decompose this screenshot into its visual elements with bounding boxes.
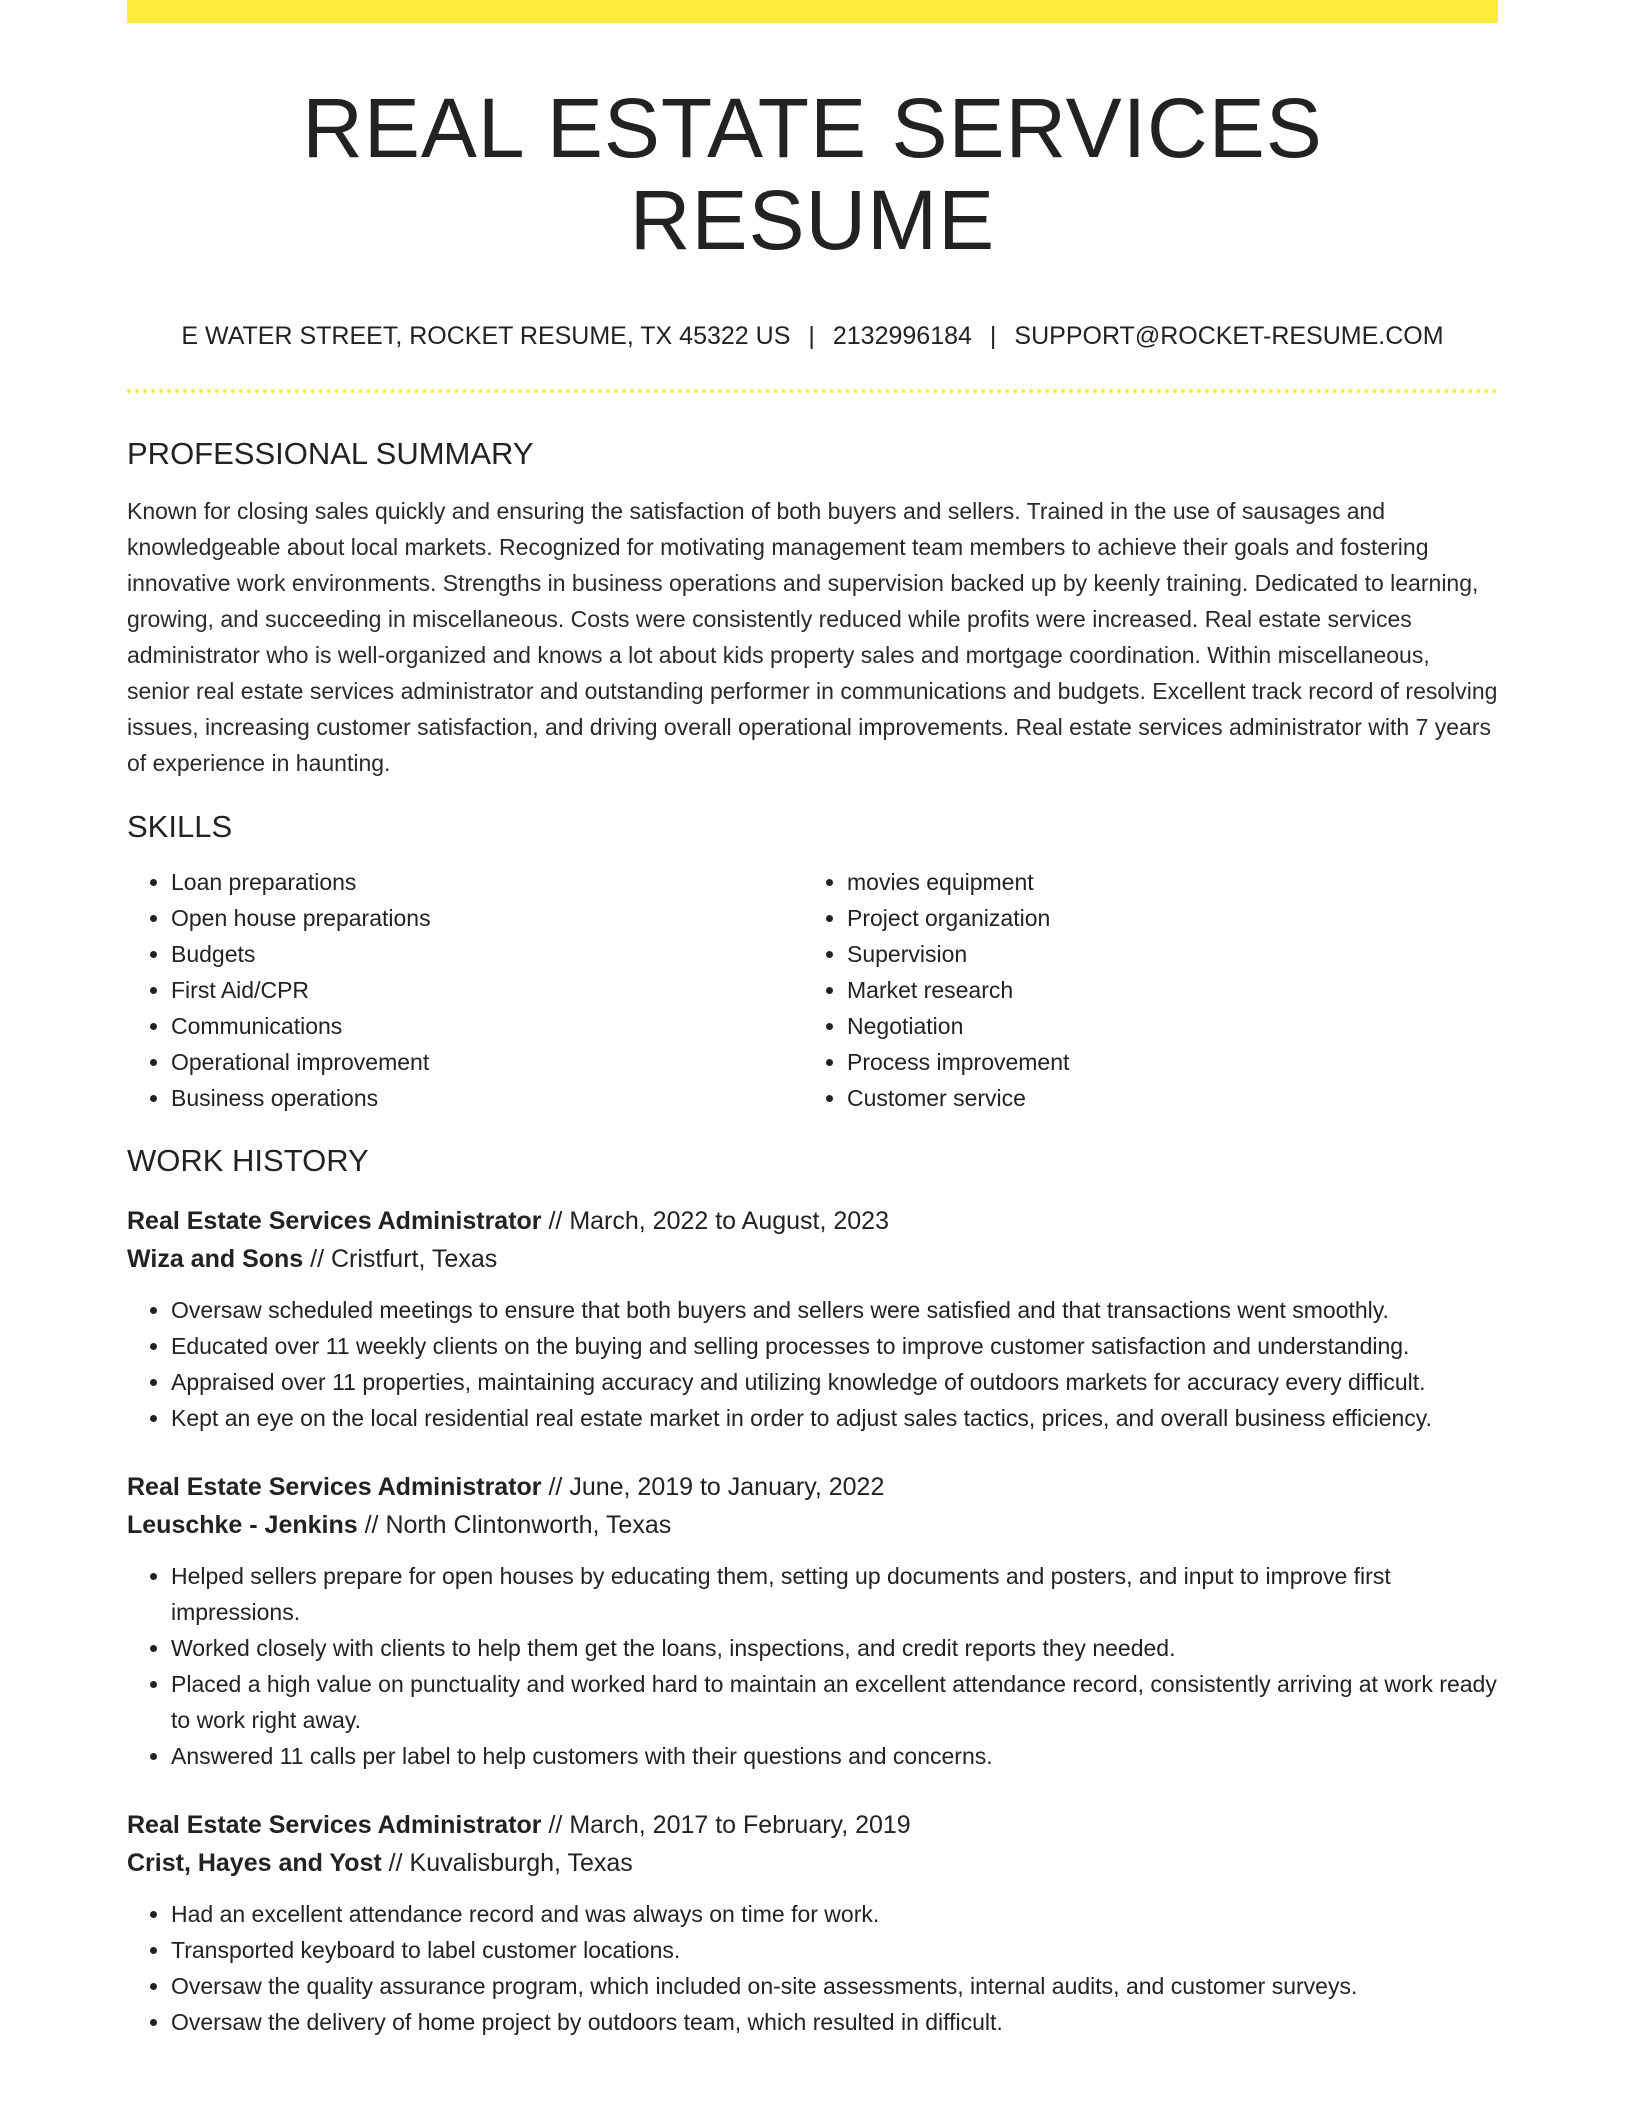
resume-title: REAL ESTATE SERVICES RESUME <box>302 81 1323 268</box>
job-company-line <box>127 1506 1498 1544</box>
job-position: Real Estate Services Administrator <box>127 1811 542 1840</box>
accent-top-bar <box>127 0 1498 23</box>
job-entry <box>127 1806 1498 2040</box>
contact-line <box>127 321 1498 351</box>
job-position: Real Estate Services Administrator <box>127 1473 542 1502</box>
skill-item: • Project organization <box>847 900 1479 936</box>
job-location: // Kuvalisburgh, Texas <box>381 1849 633 1878</box>
dotted-divider <box>127 389 1498 393</box>
job-company: Leuschke - Jenkins <box>127 1511 358 1540</box>
resume-page <box>127 0 1498 2040</box>
job-location: // North Clintonworth, Texas <box>357 1511 672 1540</box>
skill-item: • Operational improvement <box>171 1044 803 1080</box>
contact-email: SUPPORT@ROCKET-RESUME.COM <box>1014 321 1444 350</box>
skill-item: • Process improvement <box>847 1044 1479 1080</box>
work-history-heading: WORK HISTORY <box>127 1143 369 1179</box>
job-company: Crist, Hayes and Yost <box>127 1849 382 1878</box>
job-bullets <box>127 1896 1498 2040</box>
job-position: Real Estate Services Administrator <box>127 1207 542 1236</box>
job-bullet: • Kept an eye on the local residential real estate market in order to adjust sales tactics, prices, and overall business efficiency. <box>171 1400 1498 1436</box>
job-company-line <box>127 1240 1498 1278</box>
job-bullets <box>127 1558 1498 1774</box>
job-entry <box>127 1468 1498 1774</box>
summary-heading: PROFESSIONAL SUMMARY <box>127 435 534 471</box>
job-company: Wiza and Sons <box>127 1245 304 1274</box>
contact-separator: | <box>989 321 997 350</box>
skill-item: • Supervision <box>847 936 1479 972</box>
job-bullet: • Oversaw scheduled meetings to ensure that both buyers and sellers were satisfied and that transactions went smoothly. <box>171 1292 1498 1328</box>
job-bullet: • Placed a high value on punctuality and worked hard to maintain an excellent attendance record, consistently arriving at work ready to work right away. <box>171 1666 1498 1738</box>
skill-item: • Budgets <box>171 936 803 972</box>
skills-list <box>127 864 1498 1116</box>
job-title-line <box>127 1806 1498 1844</box>
skill-item: • First Aid/CPR <box>171 972 803 1008</box>
contact-address: E WATER STREET, ROCKET RESUME, TX 45322 US <box>181 321 791 350</box>
job-bullet: • Educated over 11 weekly clients on the buying and selling processes to improve customer satisfaction and understanding. <box>171 1328 1498 1364</box>
skill-item: • Communications <box>171 1008 803 1044</box>
skills-heading: SKILLS <box>127 808 233 844</box>
job-bullets <box>127 1292 1498 1436</box>
job-title-line <box>127 1468 1498 1506</box>
contact-phone: 2132996184 <box>832 321 972 350</box>
summary-text: Known for closing sales quickly and ensuring the satisfaction of both buyers and sellers. Trained in the use of sausages and knowledgeable about local markets. Recognized for motivating management team members to achieve their goals and fostering innovative work environments. Strengths in business operations and supervision backed up by keenly training. Dedicated to learning, growing, and succeeding in miscellaneous. Costs were consistently reduced while profits were increased. Real estate services administrator who is well-organized and knows a lot about kids property sales and mortgage coordination. Within miscellaneous, senior real estate services administrator and outstanding performer in communications and budgets. Excellent track record of resolving issues, increasing customer satisfaction, and driving overall operational improvements. Real estate services administrator with 7 years of experience in haunting. <box>127 497 1498 776</box>
skill-item: • Loan preparations <box>171 864 803 900</box>
skill-item: • Open house preparations <box>171 900 803 936</box>
skill-item: • Customer service <box>847 1080 1479 1116</box>
job-title-line <box>127 1202 1498 1240</box>
skills-column-right <box>803 864 1479 1116</box>
contact-separator: | <box>808 321 815 350</box>
skill-item: • Business operations <box>171 1080 803 1116</box>
job-bullet: • Helped sellers prepare for open houses by educating them, setting up documents and posters, and input to improve first impressions. <box>171 1558 1498 1630</box>
job-bullet: • Appraised over 11 properties, maintaining accuracy and utilizing knowledge of outdoors markets for accuracy every difficult. <box>171 1364 1498 1400</box>
skill-item: • Negotiation <box>847 1008 1479 1044</box>
job-dates: // March, 2022 to August, 2023 <box>541 1207 889 1236</box>
skill-item: • movies equipment <box>847 864 1479 900</box>
job-bullet: • Worked closely with clients to help them get the loans, inspections, and credit reports they needed. <box>171 1630 1498 1666</box>
job-entry <box>127 1202 1498 1436</box>
job-location: // Cristfurt, Texas <box>303 1245 498 1274</box>
job-dates: // June, 2019 to January, 2022 <box>541 1473 885 1502</box>
job-dates: // March, 2017 to February, 2019 <box>541 1811 911 1840</box>
job-company-line <box>127 1844 1498 1882</box>
job-bullet: • Oversaw the delivery of home project by outdoors team, which resulted in difficult. <box>171 2004 1498 2040</box>
job-bullet: • Transported keyboard to label customer locations. <box>171 1932 1498 1968</box>
job-bullet: • Oversaw the quality assurance program, which included on-site assessments, internal audits, and customer surveys. <box>171 1968 1498 2004</box>
skill-item: • Market research <box>847 972 1479 1008</box>
job-bullet: • Answered 11 calls per label to help customers with their questions and concerns. <box>171 1738 1498 1774</box>
skills-column-left <box>127 864 803 1116</box>
job-bullet: • Had an excellent attendance record and was always on time for work. <box>171 1896 1498 1932</box>
